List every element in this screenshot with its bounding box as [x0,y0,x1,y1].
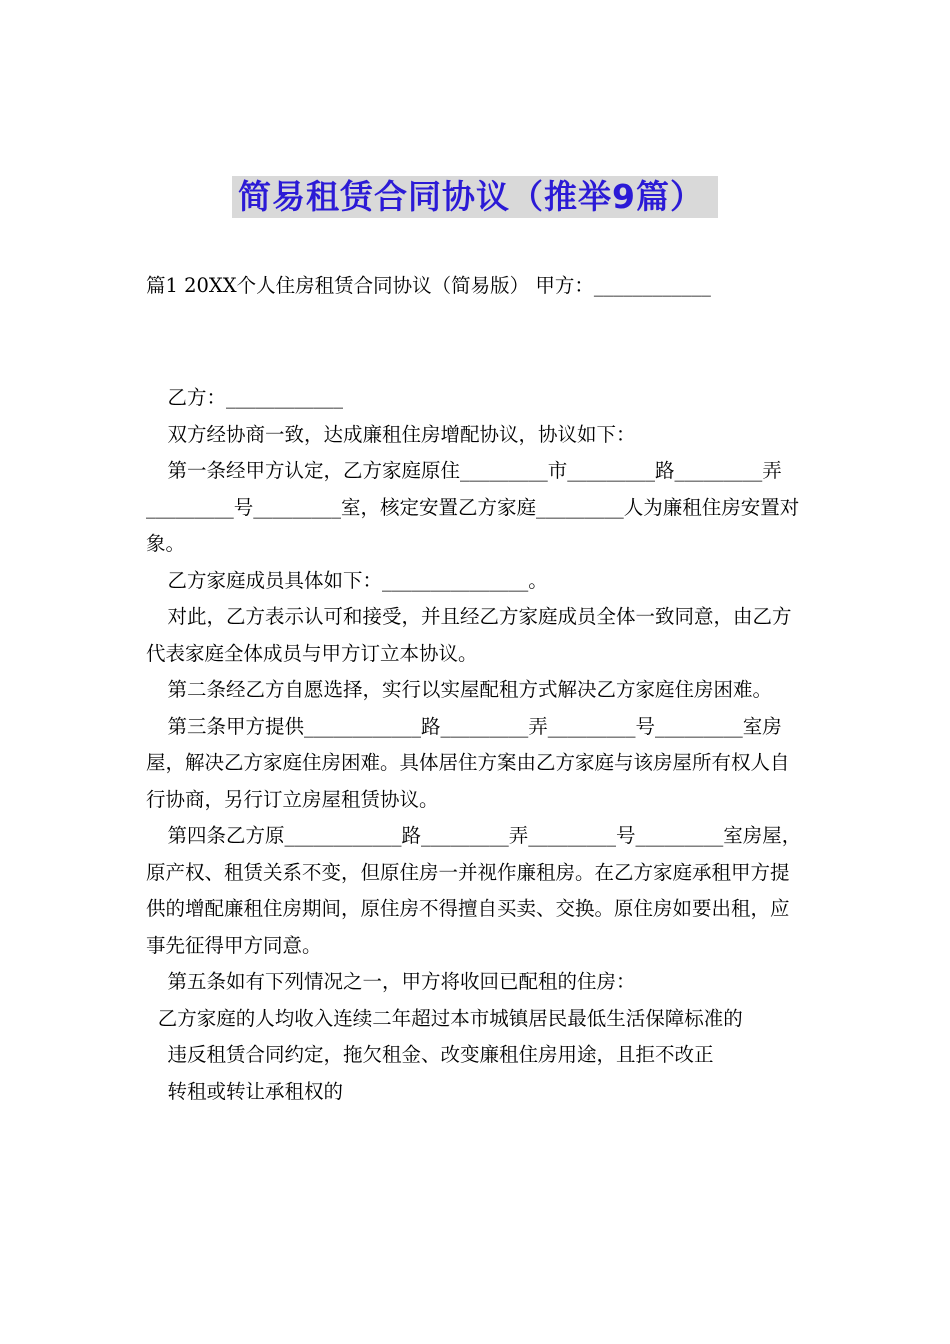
intro-line: 篇1 20XX个人住房租赁合同协议（简易版） 甲方：____________ [146,274,711,297]
paragraph: 第二条经乙方自愿选择，实行以实屋配租方式解决乙方家庭住房困难。 [167,678,772,701]
paragraph: 乙方：____________ [167,386,343,409]
paragraph: 违反租赁合同约定，拖欠租金、改变廉租住房用途，且拒不改正 [167,1043,714,1066]
paragraph: 乙方家庭的人均收入连续二年超过本市城镇居民最低生活保障标准的 [157,1006,743,1030]
paragraph: 转租或转让承租权的 [167,1079,343,1103]
paragraph: 乙方家庭成员具体如下：_______________。 [167,568,548,592]
paragraph: 第四条乙方原____________路_________弄_________号_________室房屋，原产权、租赁关系不变，但原住房一并视作廉租房。在乙方家庭承租甲方提供的增配廉租住房期间，原住房不得擅自买卖、交换。原住房如要出租，应事先征得甲方同意。 [146,824,802,957]
paragraph: 第三条甲方提供____________路_________弄_________号_________室房屋，解决乙方家庭住房困难。具体居住方案由乙方家庭与该房屋所有权人自行协商，另行订立房屋租赁协议。 [146,714,790,811]
paragraph: 双方经协商一致，达成廉租住房增配协议，协议如下： [167,422,636,446]
paragraph: 对此，乙方表示认可和接受，并且经乙方家庭成员全体一致同意，由乙方代表家庭全体成员与甲方订立本协议。 [146,605,792,665]
paragraph: 第五条如有下列情况之一，甲方将收回已配租的住房： [167,970,636,993]
document-title: 简易租赁合同协议（推举9篇） [232,176,718,218]
title-container [0,176,950,218]
document-body [146,380,808,1110]
paragraph: 第一条经甲方认定，乙方家庭原住_________市_________路_________弄_________号_________室，核定安置乙方家庭_________人为廉租住房安置对象。 [146,459,800,555]
